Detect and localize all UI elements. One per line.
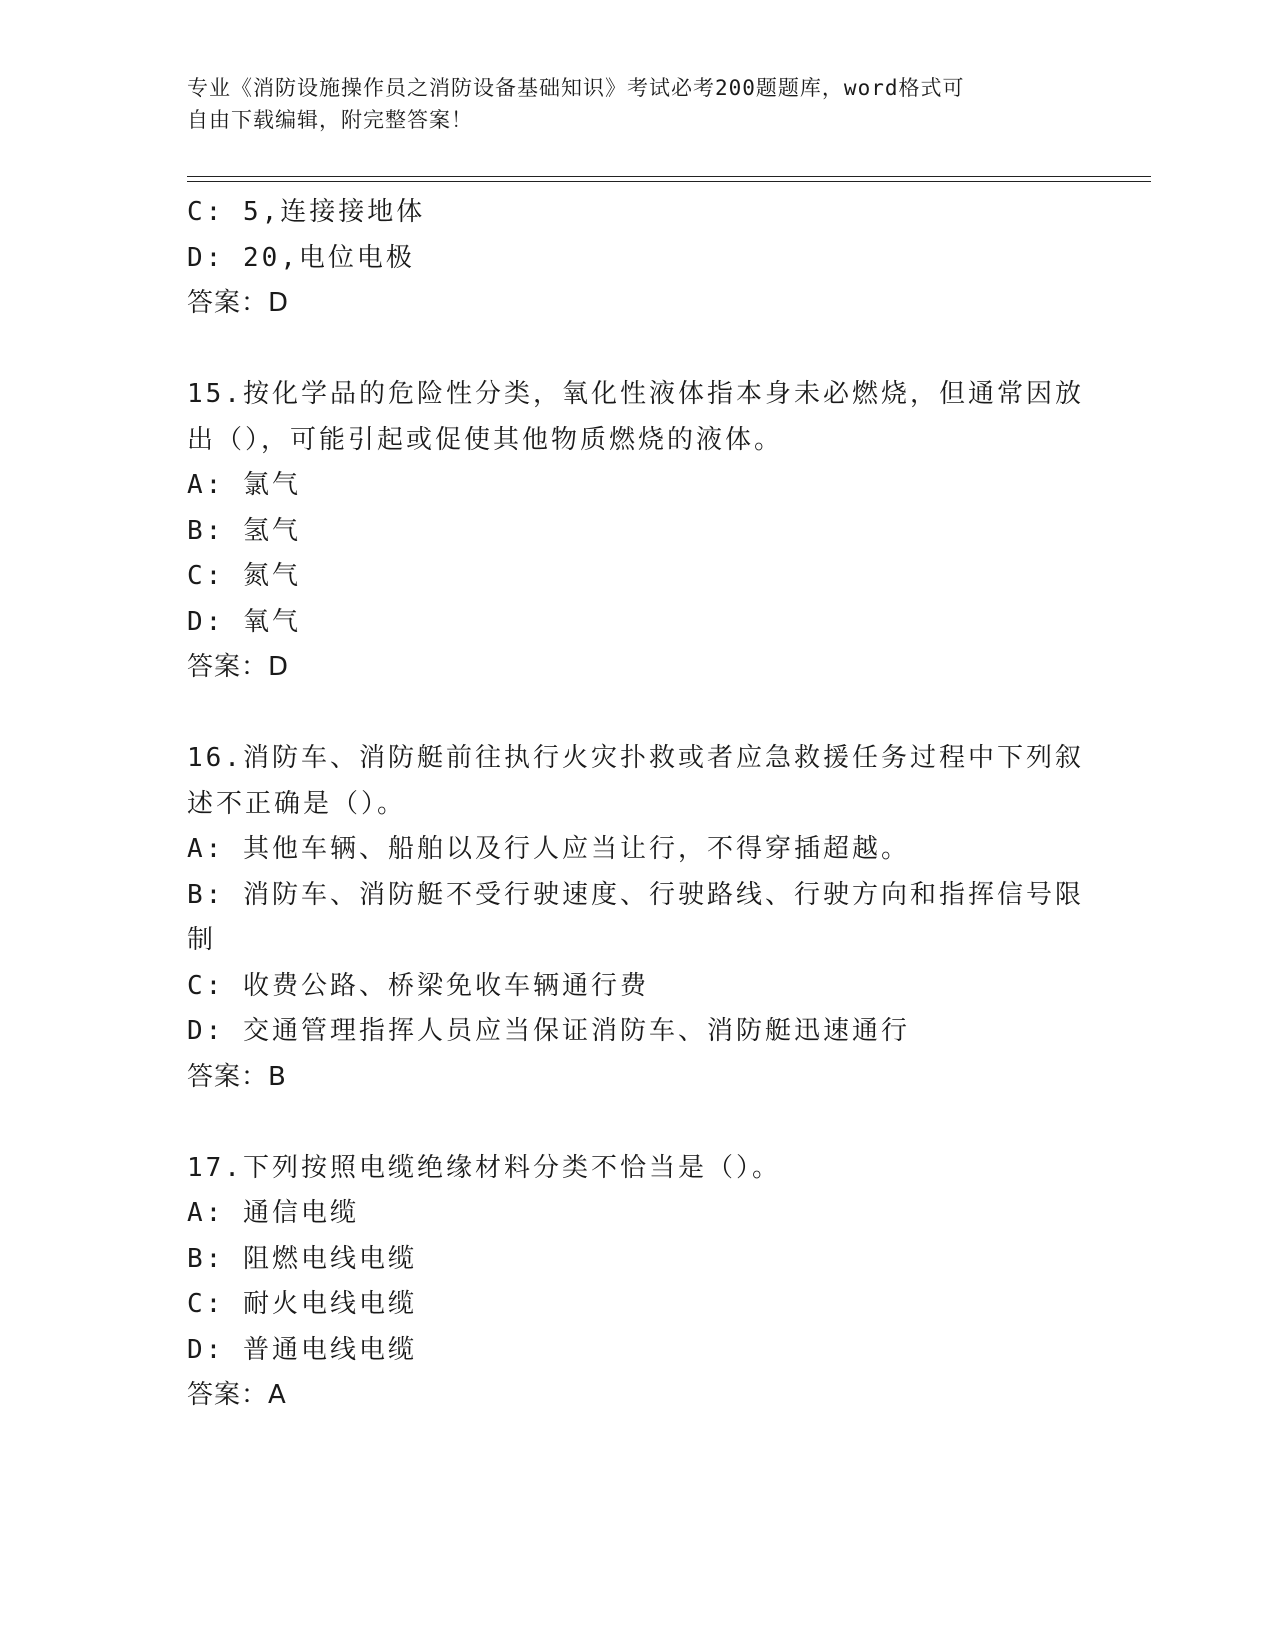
header-line-2: 自由下载编辑，附完整答案！ [187,108,473,132]
header-line-1: 专业《消防设施操作员之消防设备基础知识》考试必考200题题库，word格式可 [187,76,965,100]
option-b: B: 消防车、消防艇不受行驶速度、行驶路线、行驶方向和指挥信号限 [187,879,1084,910]
option-c: C: 氮气 [187,561,301,591]
answer: 答案：D [187,652,290,682]
option-d: D: 20,电位电极 [187,242,415,273]
header-divider-top [187,176,1151,177]
option-d: D: 氧气 [187,606,301,637]
option-d: D: 普通电线电缆 [187,1334,417,1365]
option-b: B: 氢气 [187,515,301,546]
question-14-continued [187,190,1087,327]
option-a: A: 通信电缆 [187,1198,359,1228]
document-header [187,72,1067,136]
option-b-continued: 制 [187,925,217,955]
question-17 [187,1146,1087,1419]
option-a: A: 其他车辆、船舶以及行人应当让行，不得穿插超越。 [187,834,910,864]
answer: 答案：B [187,1061,287,1092]
option-c: C: 5,连接接地体 [187,197,426,227]
option-d: D: 交通管理指挥人员应当保证消防车、消防艇迅速通行 [187,1016,910,1046]
document-body [187,190,1087,1419]
option-a: A: 氯气 [187,470,301,500]
header-divider-bottom [187,181,1151,182]
option-c: C: 收费公路、桥梁免收车辆通行费 [187,970,649,1001]
question-stem: 16.消防车、消防艇前往执行火灾扑救或者应急救援任务过程中下列叙 [187,743,1084,773]
question-stem: 出（），可能引起或促使其他物质燃烧的液体。 [187,424,784,455]
question-stem: 17.下列按照电缆绝缘材料分类不恰当是（）。 [187,1152,781,1183]
answer: 答案：D [187,288,290,318]
question-stem: 15.按化学品的危险性分类，氧化性液体指本身未必燃烧，但通常因放 [187,379,1084,409]
option-c: C: 耐火电线电缆 [187,1289,417,1319]
question-stem: 述不正确是（）。 [187,788,407,819]
question-16 [187,736,1087,1100]
question-15 [187,372,1087,691]
answer: 答案：A [187,1380,287,1410]
option-b: B: 阻燃电线电缆 [187,1243,417,1274]
